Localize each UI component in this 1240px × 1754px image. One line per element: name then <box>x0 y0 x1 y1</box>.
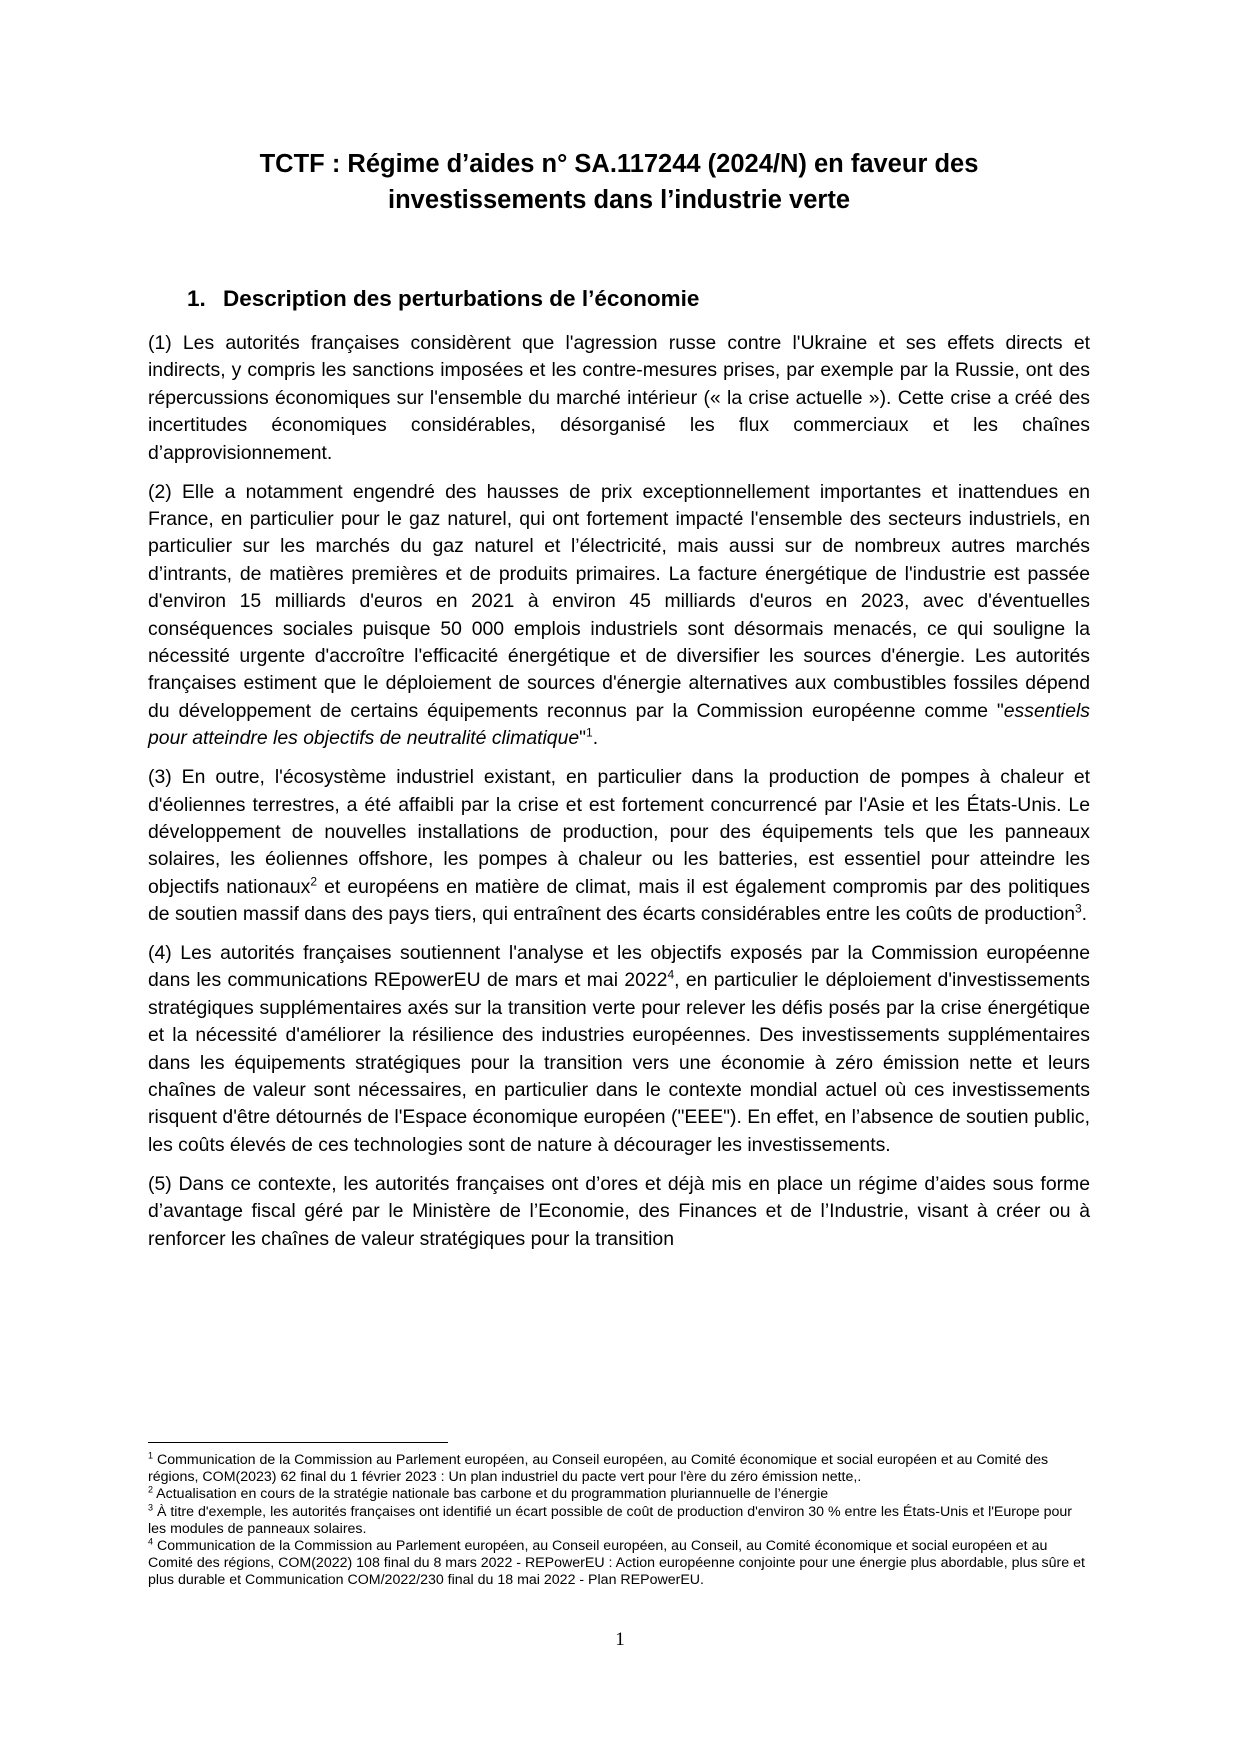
paragraph-text: " <box>579 727 587 750</box>
paragraph-text: (2) Elle a notamment engendré des hausses de prix exceptionnellement importantes et inattendues en France, en particulier pour le gaz naturel, qui ont fortement impacté l'ensemble des secteurs industriels, en particulier sur les marchés du gaz naturel et l’électricité, mais aussi sur de nombreux autres marchés d’intrants, de matières premières et de produits primaires. La facture énergétique de l'industrie est passée d'environ 15 milliards d'euros en 2021 à environ 45 milliards d'euros en 2023, avec d'éventuelles conséquences sociales puisque 50 000 emplois industriels sont désormais menacés, ce qui souligne la nécessité urgente d'accroître l'efficacité énergétique et de diversifier les sources d'énergie. Les autorités françaises estiment que le déploiement de sources d'énergie alternatives aux combustibles fossiles dépend du développement de certains équipements reconnus par la Commission européenne comme " <box>148 480 1090 722</box>
footnote-reference: 1 <box>586 725 593 740</box>
paragraph <box>148 479 1090 753</box>
title-line-2: investissements dans l’industrie verte <box>387 186 850 214</box>
paragraph-text: (5) Dans ce contexte, les autorités françaises ont d’ores et déjà mis en place un régime d’aides sous forme d’avantage fiscal géré par le Ministère de l’Economie, des Finances et de l’Industrie, visant à créer ou à renforcer les chaînes de valeur stratégiques pour la transition <box>148 1172 1090 1250</box>
title-line-1: TCTF : Régime d’aides n° SA.117244 (2024/N) en faveur des <box>259 150 979 178</box>
footnote-mark: 4 <box>148 1536 154 1547</box>
paragraph <box>148 1171 1090 1253</box>
footnote <box>148 1452 1090 1486</box>
footnote-separator <box>148 1442 448 1443</box>
footnote-text: À titre d'exemple, les autorités françaises ont identifié un écart possible de coût de production d'environ 30 % entre les États-Unis et l'Europe pour les modules de panneaux solaires. <box>148 1503 1073 1537</box>
footnote-text: Communication de la Commission au Parlement européen, au Conseil européen, au Conseil, au Comité économique et social européen et au Comité des régions, COM(2022) 108 final du 8 mars 2022 - REPowerEU : Action européenne conjointe pour une énergie plus abordable, plus sûre et plus durable et Communication COM/2022/230 final du 18 mai 2022 - Plan REPowerEU. <box>148 1538 1085 1589</box>
section-number: 1. <box>187 286 206 311</box>
footnote-mark: 2 <box>148 1484 154 1495</box>
footnote <box>148 1486 1090 1503</box>
section-heading <box>187 284 699 314</box>
paragraph <box>148 940 1090 1159</box>
footnote <box>148 1538 1090 1590</box>
footnote <box>148 1501 1090 1538</box>
footnote-mark: 1 <box>148 1450 154 1461</box>
paragraph-text: (1) Les autorités françaises considèrent que l'agression russe contre l'Ukraine et ses effets directs et indirects, y compris les sanctions imposées et les contre-mesures prises, par exemple par la Russie, ont des répercussions économiques sur l'ensemble du marché intérieur (« la crise actuelle »). Cette crise a créé des incertitudes économiques considérables, désorganisé les flux commerciaux et les chaînes d’approvisionnement. <box>148 332 1090 464</box>
paragraph-text: (3) En outre, l'écosystème industriel existant, en particulier dans la production de pompes à chaleur et d'éoliennes terrestres, a été affaibli par la crise et est fortement concurrencé par l'Asie et les États-Unis. Le développement de nouvelles installations de production, pour des équipements tels que les panneaux solaires, les éoliennes offshore, les pompes à chaleur ou les batteries, est essentiel pour atteindre les objectifs nationaux <box>148 766 1090 898</box>
paragraph <box>148 330 1090 467</box>
footnote-reference: 2 <box>310 874 318 889</box>
paragraph <box>148 764 1090 928</box>
paragraph-text: . <box>592 727 599 750</box>
footnote-text: Communication de la Commission au Parlement européen, au Conseil européen, au Comité économique et social européen et au Comité des régions, COM(2023) 62 final du 1 février 2023 : Un plan industriel du pacte vert pour l'ère du zéro émission nette,. <box>148 1452 1049 1486</box>
paragraph-text: et européens en matière de climat, mais il est également compromis par des politiques de soutien massif dans des pays tiers, qui entraînent des écarts considérables entre les coûts de production <box>148 875 1090 926</box>
paragraph-text: , en particulier le déploiement d'investissements stratégiques supplémentaires axés sur la transition verte pour relever les défis posés par la crise énergétique et la nécessité d'améliorer la résilience des industries européennes. Des investissements supplémentaires dans les équipements stratégiques pour la transition vers une économie à zéro émission nette et leurs chaînes de valeur sont nécessaires, en particulier dans le contexte mondial actuel où ces investissements risquent d'être détournés de l'Espace économique européen ("EEE"). En effet, en l’absence de soutien public, les coûts élevés de ces technologies sont de nature à décourager les investissements. <box>148 969 1090 1156</box>
footnote-mark: 3 <box>148 1501 154 1512</box>
emphasis-text: essentiels pour atteindre les objectifs de neutralité climatique <box>148 699 1090 750</box>
paragraph-text: (4) Les autorités françaises soutiennent l'analyse et les objectifs exposés par la Commission européenne dans les communications REpowerEU de mars et mai 2022 <box>148 942 1090 992</box>
page-number: 1 <box>615 1629 625 1650</box>
footnotes <box>148 1452 1090 1590</box>
footnote-reference: 4 <box>667 967 675 982</box>
body-text <box>148 330 1090 1265</box>
footnote-reference: 3 <box>1074 901 1082 916</box>
section-title: Description des perturbations de l’économie <box>223 286 700 311</box>
footnote-text: Actualisation en cours de la stratégie nationale bas carbone et du programmation pluriannuelle de l’énergie <box>153 1486 829 1503</box>
document-title <box>148 146 1090 218</box>
paragraph-text: . <box>1081 903 1088 926</box>
